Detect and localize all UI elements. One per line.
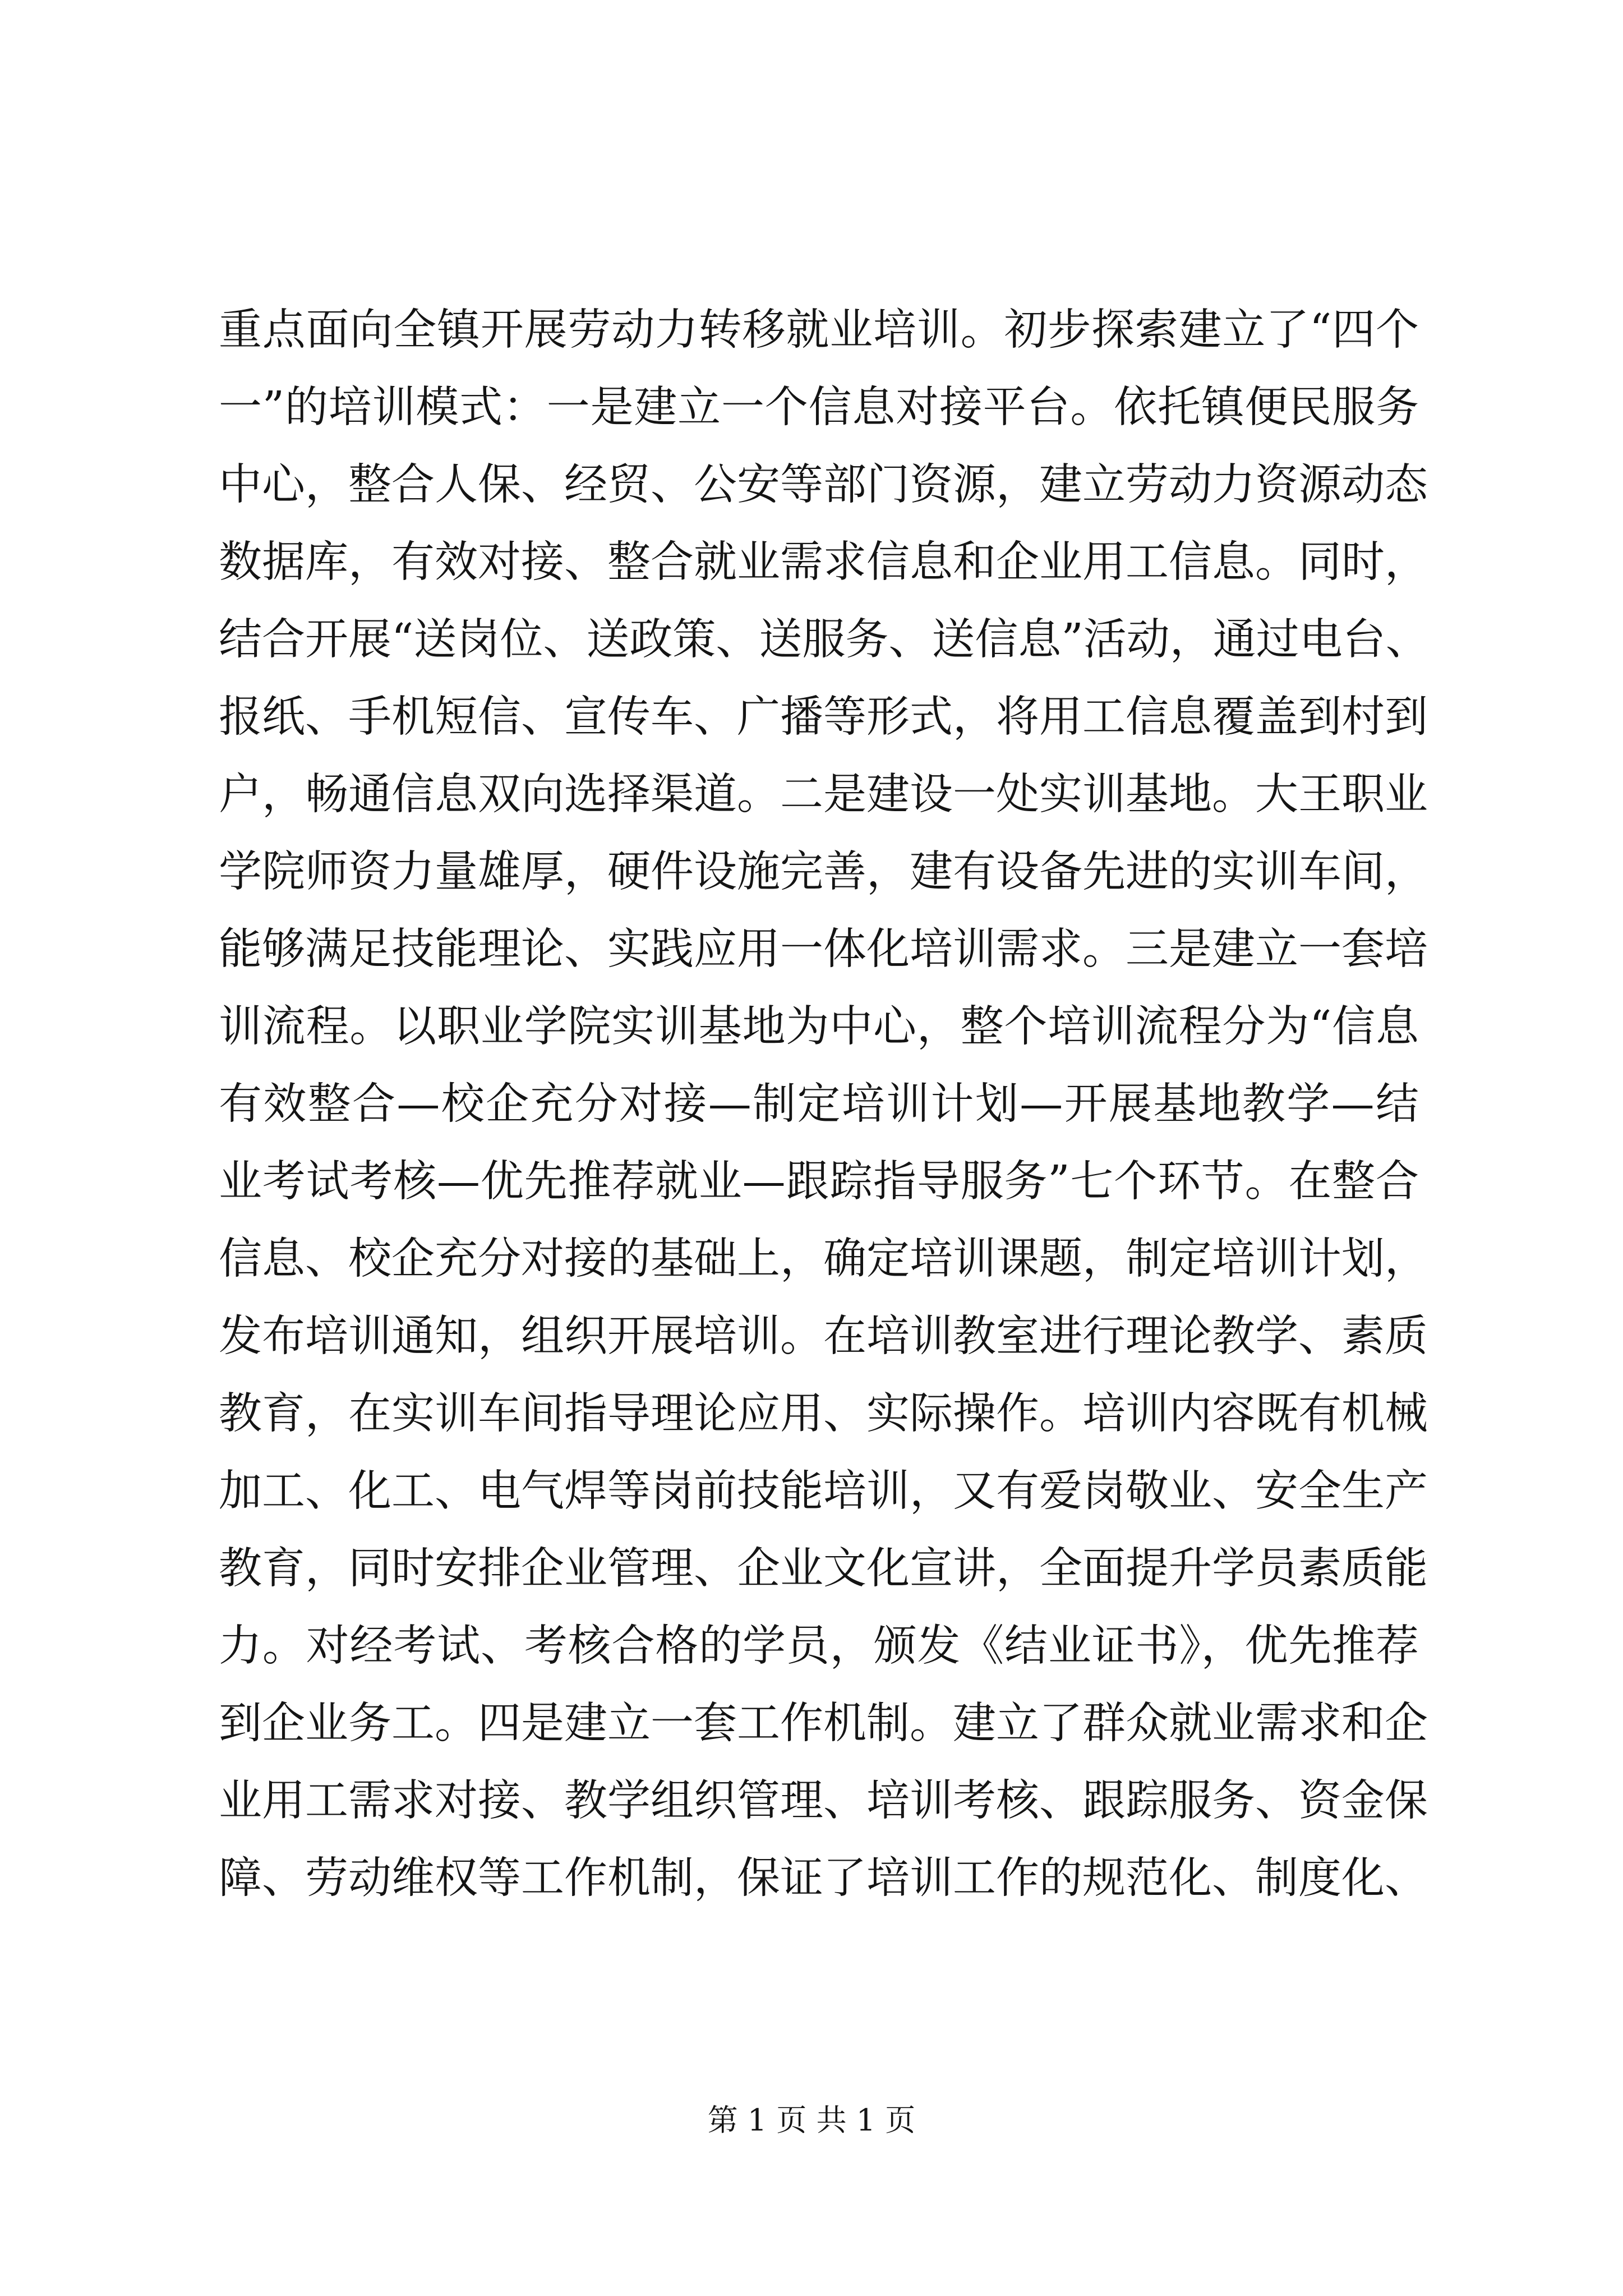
text-line: 障、劳动维权等工作机制，保证了培训工作的规范化、制度化、	[219, 1853, 1428, 1903]
text-line: 中心，整合人保、经贸、公安等部门资源，建立劳动力资源动态	[219, 460, 1428, 510]
page-footer: 第 1 页 共 1 页	[707, 2102, 916, 2138]
text-line: 学院师资力量雄厚，硬件设施完善，建有设备先进的实训车间，	[219, 847, 1428, 897]
text-line: 报纸、手机短信、宣传车、广播等形式，将用工信息覆盖到村到	[219, 692, 1428, 742]
text-line: 业用工需求对接、教学组织管理、培训考核、跟踪服务、资金保	[219, 1776, 1428, 1826]
text-line: 发布培训通知，组织开展培训。在培训教室进行理论教学、素质	[219, 1312, 1428, 1361]
text-line: 业考试考核—优先推荐就业—跟踪指导服务”七个环节。在整合	[219, 1157, 1419, 1207]
text-line: 力。对经考试、考核合格的学员，颁发《结业证书》，优先推荐	[219, 1621, 1419, 1671]
text-line: 结合开展“送岗位、送政策、送服务、送信息”活动，通过电台、	[219, 615, 1429, 665]
body-paragraph	[219, 292, 1429, 1917]
text-line: 训流程。以职业学院实训基地为中心，整个培训流程分为“信息	[219, 1002, 1419, 1052]
text-line: 能够满足技能理论、实践应用一体化培训需求。三是建立一套培	[219, 924, 1428, 974]
text-line: 信息、校企充分对接的基础上，确定培训课题，制定培训计划，	[219, 1234, 1428, 1284]
text-line: 到企业务工。四是建立一套工作机制。建立了群众就业需求和企	[219, 1699, 1428, 1749]
text-line: 教育，在实训车间指导理论应用、实际操作。培训内容既有机械	[219, 1389, 1428, 1439]
text-line: 一”的培训模式：一是建立一个信息对接平台。依托镇便民服务	[219, 383, 1419, 432]
text-line: 重点面向全镇开展劳动力转移就业培训。初步探索建立了“四个	[219, 305, 1419, 355]
text-line: 数据库，有效对接、整合就业需求信息和企业用工信息。同时，	[219, 537, 1428, 587]
text-line: 教育，同时安排企业管理、企业文化宣讲，全面提升学员素质能	[219, 1544, 1428, 1594]
text-line: 户，畅通信息双向选择渠道。二是建设一处实训基地。大王职业	[219, 770, 1428, 820]
text-line: 有效整合—校企充分对接—制定培训计划—开展基地教学—结	[219, 1079, 1419, 1129]
text-line: 加工、化工、电气焊等岗前技能培训，又有爱岗敬业、安全生产	[219, 1466, 1428, 1516]
